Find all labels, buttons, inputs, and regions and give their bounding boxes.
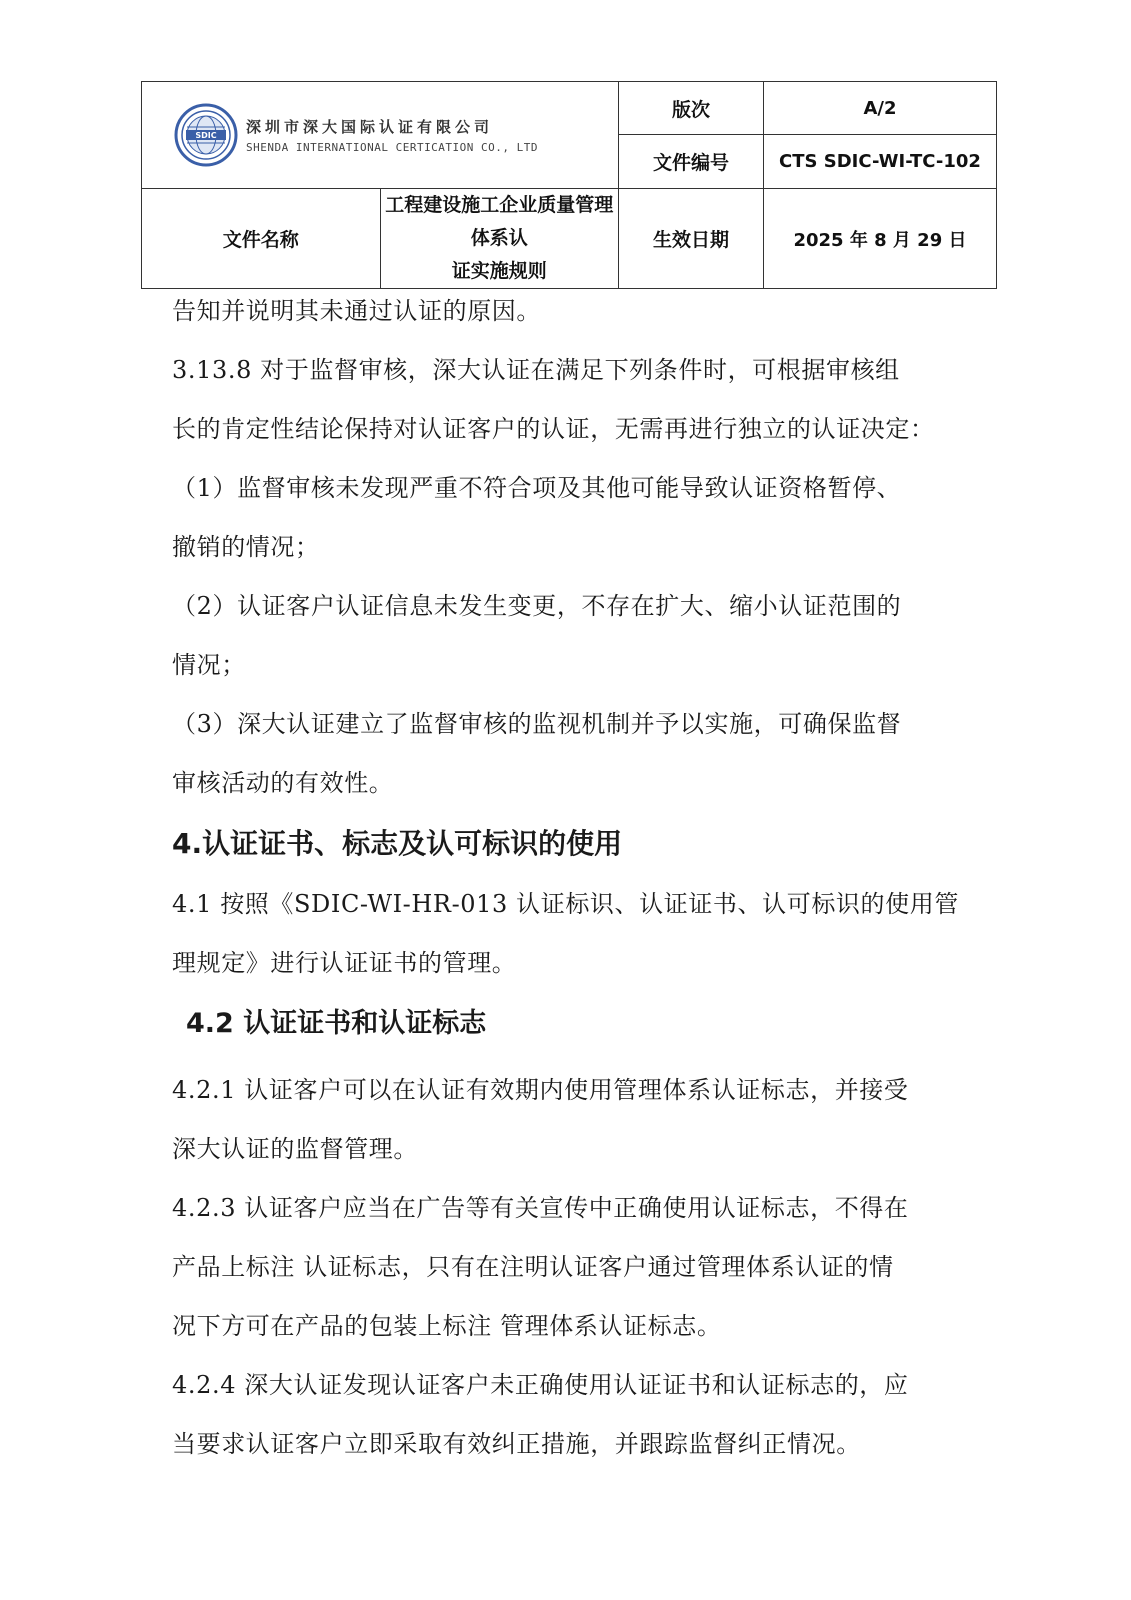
section-4-2-heading: 4.2 认证证书和认证标志: [186, 1008, 487, 1039]
company-logo-cell: [142, 82, 619, 189]
effective-date-value: 2025 年 8 月 29 日: [764, 189, 997, 289]
body-line: 理规定》进行认证证书的管理。: [172, 949, 517, 977]
body-line: 当要求认证客户立即采取有效纠正措施，并跟踪监督纠正情况。: [172, 1430, 861, 1458]
company-logo-icon: [174, 103, 238, 167]
clause-3-13-8: 3.13.8 对于监督审核，深大认证在满足下列条件时，可根据审核组: [172, 356, 900, 384]
doc-name-value: [380, 189, 619, 289]
body-line: 审核活动的有效性。: [172, 769, 394, 797]
body-line: 深大认证的监督管理。: [172, 1135, 418, 1163]
effective-date-label: 生效日期: [619, 189, 764, 289]
company-name-cn: 深圳市深大国际认证有限公司: [246, 118, 494, 136]
version-label: 版次: [619, 82, 764, 135]
body-line: 产品上标注 认证标志，只有在注明认证客户通过管理体系认证的情: [172, 1253, 894, 1281]
body-line: 撤销的情况；: [172, 533, 320, 561]
doc-number-value: CTS SDIC-WI-TC-102: [764, 135, 997, 189]
clause-4-2-3: 4.2.3 认证客户应当在广告等有关宣传中正确使用认证标志，不得在: [172, 1194, 909, 1222]
body-line: 况下方可在产品的包装上标注 管理体系认证标志。: [172, 1312, 722, 1340]
body-line: 情况；: [172, 651, 246, 679]
body-line: 长的肯定性结论保持对认证客户的认证，无需再进行独立的认证决定：: [172, 415, 935, 443]
clause-4-2-4: 4.2.4 深大认证发现认证客户未正确使用认证证书和认证标志的，应: [172, 1371, 909, 1399]
condition-1: （1）监督审核未发现严重不符合项及其他可能导致认证资格暂停、: [172, 474, 902, 502]
document-body: [172, 282, 972, 1474]
document-header-table: [141, 81, 997, 289]
doc-name-line-1: 工程建设施工企业质量管理体系认: [385, 194, 614, 249]
section-4-heading: 4.认证证书、标志及认可标识的使用: [172, 827, 623, 860]
version-value: A/2: [764, 82, 997, 135]
doc-number-label: 文件编号: [619, 135, 764, 189]
condition-3: （3）深大认证建立了监督审核的监视机制并予以实施，可确保监督: [172, 710, 902, 738]
condition-2: （2）认证客户认证信息未发生变更，不存在扩大、缩小认证范围的: [172, 592, 902, 620]
doc-name-line-2: 证实施规则: [451, 260, 547, 282]
clause-4-2-1: 4.2.1 认证客户可以在认证有效期内使用管理体系认证标志，并接受: [172, 1076, 909, 1104]
logo-mark-text: SDIC: [195, 131, 217, 140]
doc-name-label: 文件名称: [142, 189, 381, 289]
body-line: 告知并说明其未通过认证的原因。: [172, 297, 541, 325]
clause-4-1: 4.1 按照《SDIC-WI-HR-013 认证标识、认证证书、认可标识的使用管: [172, 890, 959, 918]
company-name-en: SHENDA INTERNATIONAL CERTICATION CO., LTD: [246, 141, 539, 154]
